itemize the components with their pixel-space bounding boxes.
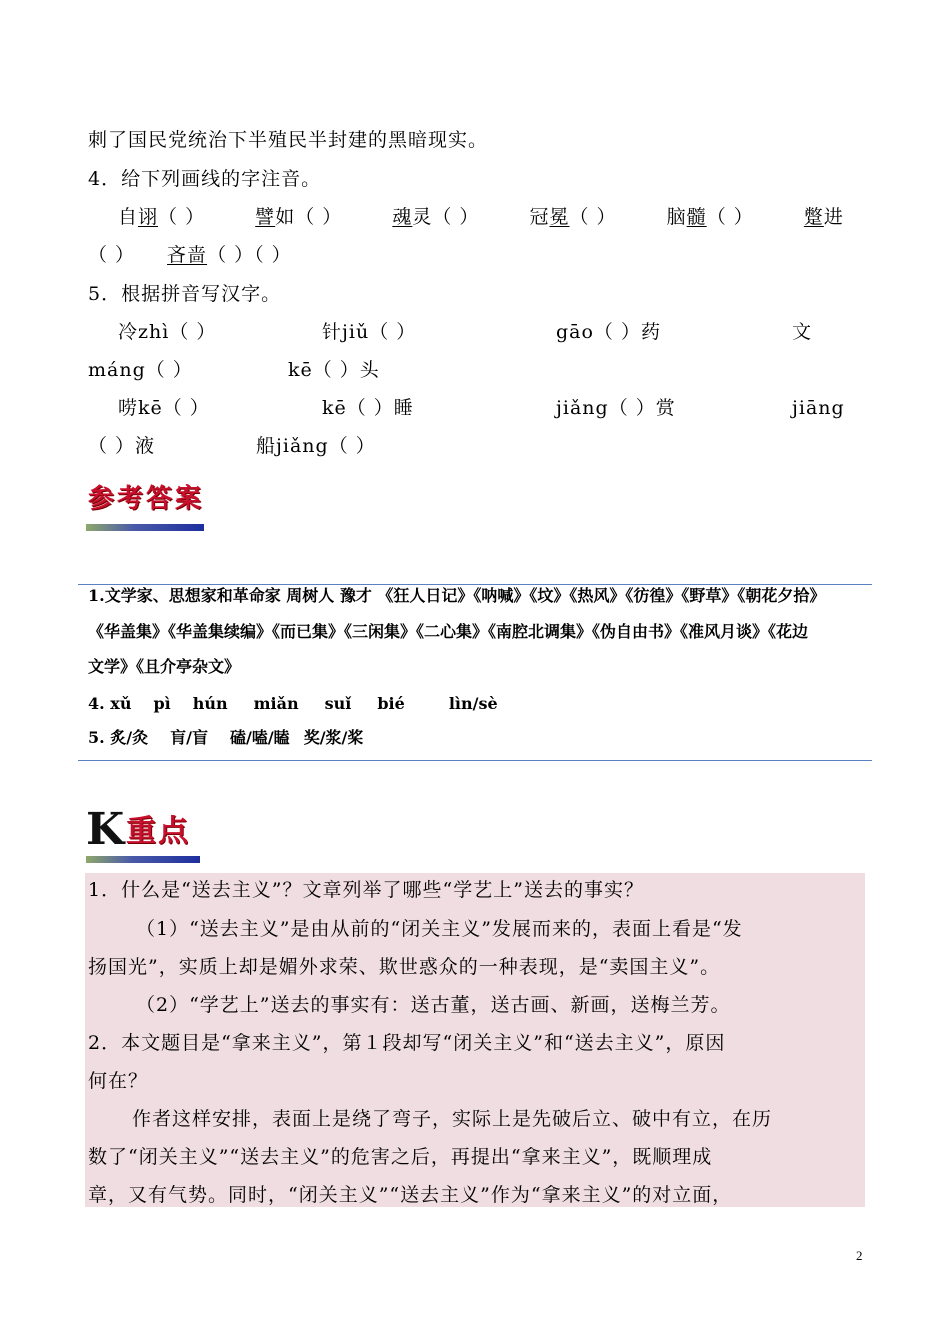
q4-item: 冠冕（ ） [529, 206, 617, 228]
q5-item: máng（ ） [88, 359, 193, 381]
q4-items-row-2: （ ） 吝啬（ ）（ ） [88, 244, 292, 266]
intro-text: 刺了国民党统治下半殖民半封建的黑暗现实。 [88, 129, 489, 151]
key-heading-underline-bar [86, 856, 200, 863]
heading-underline-bar [86, 524, 204, 531]
q5-item: jiāng [792, 397, 845, 419]
q5-item: gāo（ ）药 [556, 321, 661, 343]
key-line: 1．什么是“送去主义”？文章列举了哪些“学艺上”送去的事实？ [88, 879, 644, 901]
q4-item: 自诩（ ） [118, 206, 206, 228]
answer-line-3: 文学》《且介亭杂文》 [88, 657, 241, 676]
q5-item: 冷zhì（ ） [118, 321, 217, 343]
key-line: 2．本文题目是“拿来主义”，第１段却写“闭关主义”和“送去主义”，原因 [88, 1032, 726, 1054]
answer-line-4: 4. xǔ pì hún miǎn suǐ bié lìn/sè [88, 694, 498, 713]
q5-item: （ ）液 [88, 435, 156, 457]
q5-item: 针jiǔ（ ） [322, 321, 417, 343]
q5-item: 船jiǎng（ ） [256, 435, 376, 457]
q5-item: kē（ ）头 [288, 359, 380, 381]
q4-items-row [118, 205, 844, 229]
q5-title: 5．根据拼音写汉字。 [88, 283, 282, 305]
q4-item: 魂灵（ ） [392, 206, 480, 228]
q5-item: jiǎng（ ）赏 [556, 397, 676, 419]
key-line: 扬国光”，实质上却是媚外求荣、欺世惑众的一种表现，是“卖国主义”。 [88, 956, 721, 978]
key-line: （2）“学艺上”送去的事实有：送古董，送古画、新画，送梅兰芳。 [136, 994, 731, 1016]
key-line: （1）“送去主义”是由从前的“闭关主义”发展而来的，表面上看是“发 [136, 918, 743, 940]
q5-item: 文 [792, 321, 813, 343]
q5-item: 唠kē（ ） [118, 397, 210, 419]
q4-title: 4．给下列画线的字注音。 [88, 168, 322, 190]
key-heading-letter: K [86, 804, 125, 855]
page-number: 2 [856, 1248, 863, 1263]
answer-line-1: 1.文学家、思想家和革命家 周树人 豫才 《狂人日记》《呐喊》《坟》《热风》《彷徨》《野草》《朝花夕拾》 [88, 586, 826, 605]
answers-top-rule [78, 584, 872, 585]
answers-bottom-rule [78, 760, 872, 761]
answer-line-5: 5. 炙/灸 肓/盲 磕/嗑/瞌 奖/浆/桨 [88, 728, 364, 747]
key-line: 作者这样安排，表面上是绕了弯子，实际上是先破后立、破中有立，在历 [132, 1108, 773, 1130]
underlined-word: 吝啬 [167, 244, 208, 266]
key-line: 何在？ [88, 1070, 149, 1092]
q4-item: 脑髓（ ） [666, 206, 754, 228]
answer-line-2: 《华盖集》《华盖集续编》《而已集》《三闲集》《二心集》《南腔北调集》《伪自由书》《准风月谈》《花边 [88, 622, 809, 641]
q4-item: 蹩进 [803, 206, 844, 228]
key-line: 章，又有气势。同时，“闭关主义”“送去主义”作为“拿来主义”的对立面， [88, 1184, 733, 1206]
key-line: 数了“闭关主义”“送去主义”的危害之后，再提出“拿来主义”，既顺理成 [88, 1146, 713, 1168]
q5-item: kē（ ）睡 [322, 397, 414, 419]
answers-heading: 参考答案 [88, 484, 205, 514]
q4-item: 譬如（ ） [255, 206, 343, 228]
key-heading-word: 重点 [126, 814, 190, 849]
